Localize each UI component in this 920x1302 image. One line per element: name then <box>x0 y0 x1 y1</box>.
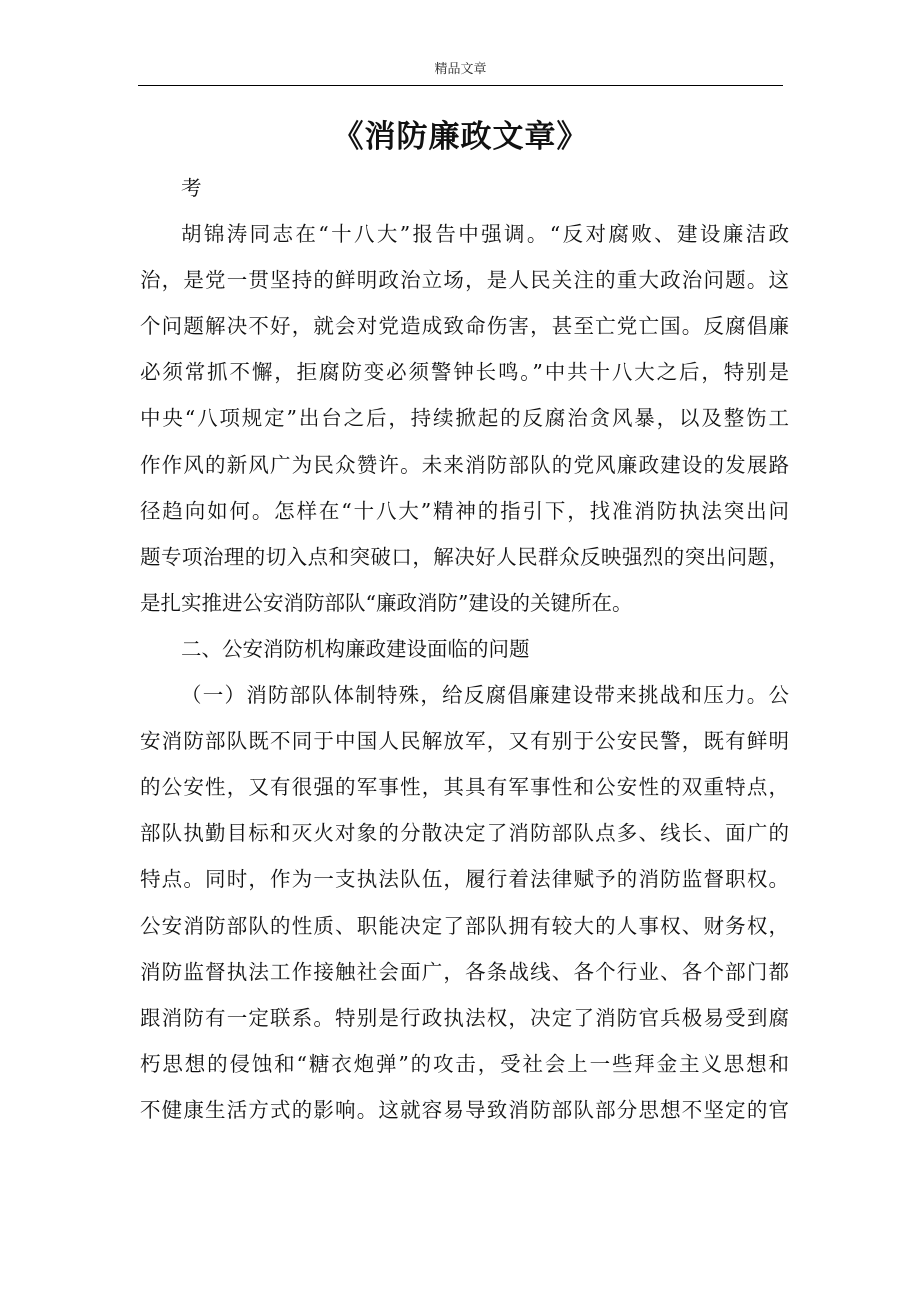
text-line: 题专项治理的切入点和突破口，解决好人民群众反映强烈的突出问题， <box>140 544 789 569</box>
header-rule <box>138 85 783 86</box>
text-line: 部队执勤目标和灭火对象的分散决定了消防部队点多、线长、面广的 <box>140 821 789 846</box>
text-line: 不健康生活方式的影响。这就容易导致消防部队部分思想不坚定的官 <box>140 1097 789 1122</box>
text-line: 的公安性，又有很强的军事性，其具有军事性和公安性的双重特点， <box>140 775 789 800</box>
document-title: 《消防廉政文章》 <box>332 119 589 155</box>
text-line: 中央“八项规定”出台之后，持续掀起的反腐治贪风暴，以及整饬工 <box>140 406 789 431</box>
text-line: 是扎实推进公安消防部队“廉政消防”建设的关键所在。 <box>140 590 633 615</box>
page-header: 精品文章 <box>434 62 487 77</box>
document-body <box>140 165 789 1133</box>
text-line: 跟消防有一定联系。特别是行政执法权，决定了消防官兵极易受到腐 <box>140 1005 789 1030</box>
text-line: 必须常抓不懈，拒腐防变必须警钟长鸣。”中共十八大之后，特别是 <box>140 360 789 385</box>
text-line: 特点。同时，作为一支执法队伍，履行着法律赋予的消防监督职权。 <box>140 867 789 892</box>
text-line: 胡锦涛同志在“十八大”报告中强调。“反对腐败、建设廉洁政 <box>181 222 789 247</box>
text-line: 个问题解决不好，就会对党造成致命伤害，甚至亡党亡国。反腐倡廉 <box>140 314 789 339</box>
section-heading: 二、公安消防机构廉政建设面临的问题 <box>181 636 530 661</box>
text-line: 径趋向如何。怎样在“十八大”精神的指引下，找准消防执法突出问 <box>140 498 789 523</box>
text-line: 消防监督执法工作接触社会面广，各条战线、各个行业、各个部门都 <box>140 959 789 984</box>
text-line: 朽思想的侵蚀和“糖衣炮弹”的攻击，受社会上一些拜金主义思想和 <box>140 1051 789 1076</box>
text-line: 安消防部队既不同于中国人民解放军，又有别于公安民警，既有鲜明 <box>140 729 789 754</box>
text-line: 公安消防部队的性质、职能决定了部队拥有较大的人事权、财务权， <box>140 913 789 938</box>
text-line: （一）消防部队体制特殊，给反腐倡廉建设带来挑战和压力。公 <box>181 683 789 708</box>
text-line: 治，是党一贯坚持的鲜明政治立场，是人民关注的重大政治问题。这 <box>140 268 789 293</box>
text-line: 作作风的新风广为民众赞许。未来消防部队的党风廉政建设的发展路 <box>140 452 789 477</box>
text-line: 考 <box>181 176 202 200</box>
